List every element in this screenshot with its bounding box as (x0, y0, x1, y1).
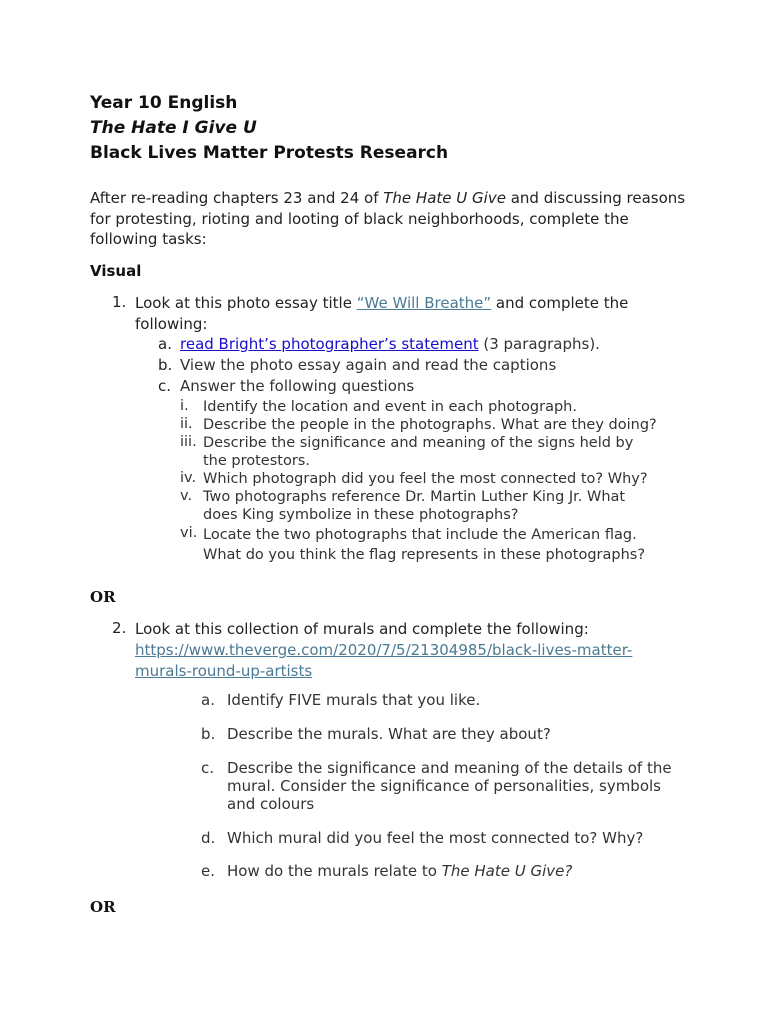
intro-text-2: and discussing reasons for protesting, rioting and looting of black neighborhoods, complete the following tasks: (90, 189, 686, 248)
question-ii-text: Describe the people in the photographs. What are they doing? (203, 417, 657, 433)
question-iii-text: Describe the significance and meaning of the signs held by the protestors. (203, 435, 634, 469)
task-2-sub-d-letter: d. (201, 829, 216, 847)
murals-url-link[interactable]: https://www.theverge.com/2020/7/5/21304985/black-lives-matter-murals-round-up-artists (135, 641, 633, 680)
assignment-title: Black Lives Matter Protests Research (90, 143, 449, 163)
task-1-text-after: and complete the following: (135, 294, 629, 333)
question-iv-text: Which photograph did you feel the most connected to? Why? (203, 471, 648, 487)
task-1-sub-b-letter: b. (158, 356, 173, 374)
question-vi-text: Locate the two photographs that include the American flag. What do you think the flag represents in these photographs? (203, 527, 646, 563)
question-v-text: Two photographs reference Dr. Martin Luther King Jr. What does King symbolize in these photographs? (203, 489, 626, 523)
we-will-breathe-link[interactable]: “We Will Breathe” (356, 294, 492, 312)
or-separator-1: OR (90, 588, 116, 606)
or-separator-2: OR (90, 898, 116, 916)
task-1-sub-a-letter: a. (158, 335, 172, 353)
intro-text-1: After re-reading chapters 23 and 24 of (90, 189, 384, 207)
task-1-text-before: Look at this photo essay title (135, 294, 357, 312)
task-2-sub-e-book-title: The Hate U Give? (441, 862, 573, 880)
question-i-text: Identify the location and event in each photograph. (203, 399, 577, 415)
task-2-sub-a: Identify FIVE murals that you like. (227, 691, 481, 709)
task-2-sub-b: Describe the murals. What are they about? (227, 725, 551, 743)
question-i-numeral: i. (180, 398, 189, 414)
task-1-sub-c-letter: c. (158, 377, 172, 395)
task-2-sub-e-text: How do the murals relate to (227, 862, 442, 880)
task-1-sub-b: View the photo essay again and read the captions (180, 356, 557, 374)
intro-paragraph (90, 188, 690, 250)
photographer-statement-link[interactable]: read Bright’s photographer’s statement (180, 335, 479, 353)
task-2-number: 2. (112, 619, 127, 637)
unit-title: The Hate I Give U (90, 118, 257, 138)
section-visual-label: Visual (90, 262, 142, 280)
question-v-numeral: v. (180, 488, 193, 504)
task-2-text: Look at this collection of murals and complete the following: (135, 620, 589, 638)
intro-book-title: The Hate U Give (383, 189, 506, 207)
task-1-sub-a (180, 335, 690, 353)
task-1-text (135, 293, 690, 335)
task-2-sub-e (227, 862, 692, 880)
task-2-sub-e-letter: e. (201, 862, 215, 880)
question-iii-numeral: iii. (180, 434, 197, 450)
task-1-sub-c: Answer the following questions (180, 377, 415, 395)
course-title: Year 10 English (90, 93, 238, 113)
question-vi-numeral: vi. (180, 525, 198, 541)
task-2-sub-a-letter: a. (201, 691, 215, 709)
task-2-sub-b-letter: b. (201, 725, 216, 743)
task-2-sub-c-letter: c. (201, 759, 215, 777)
task-1-sub-a-text: (3 paragraphs). (478, 335, 600, 353)
question-ii-numeral: ii. (180, 416, 193, 432)
task-2-sub-c: Describe the significance and meaning of the details of the mural. Consider the significance of personalities, symbols and colours (227, 759, 672, 813)
task-1-number: 1. (112, 293, 127, 311)
question-iv-numeral: iv. (180, 470, 197, 486)
task-2-sub-d: Which mural did you feel the most connected to? Why? (227, 829, 644, 847)
